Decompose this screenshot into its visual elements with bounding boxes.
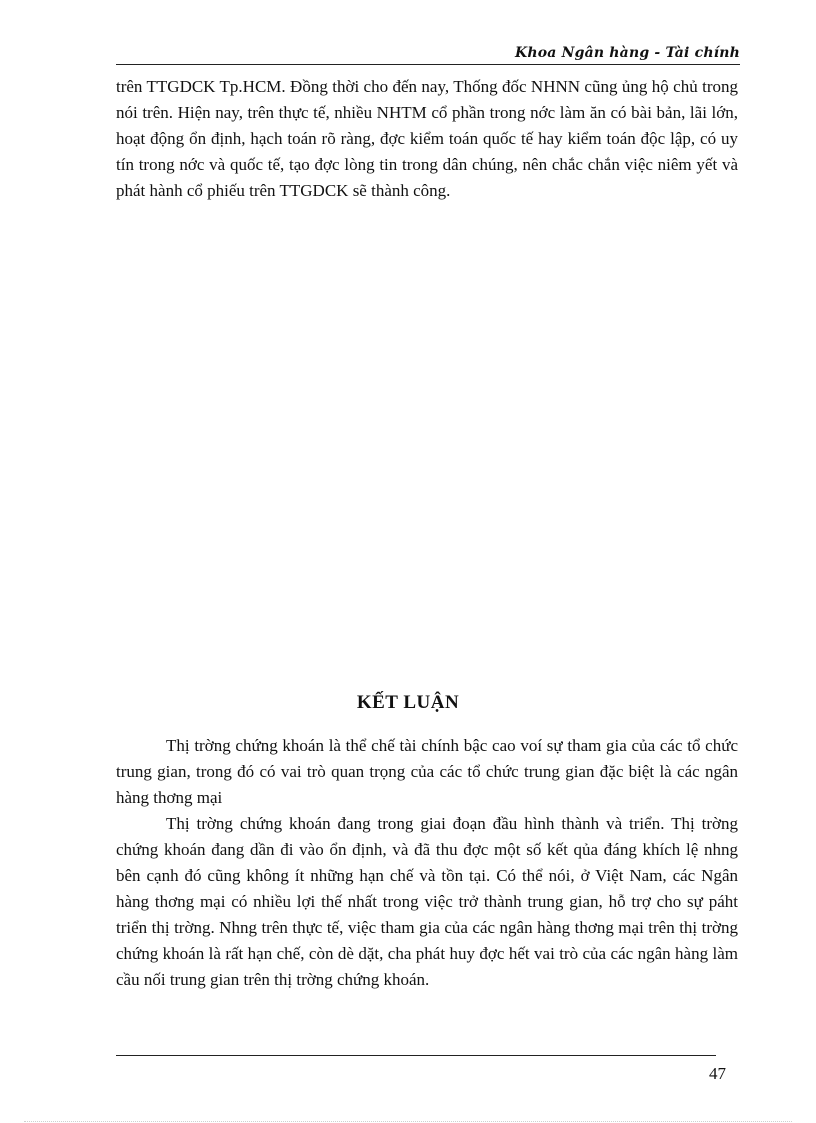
page-number: 47 <box>709 1064 726 1083</box>
footer-divider <box>116 1055 716 1056</box>
conclusion-paragraph: Thị trờng chứng khoán là thể chế tài chính bậc cao voí sự tham gia của các tổ chức trung gian, trong đó có vai trò quan trọng của các tổ chức trung gian đặc biệt là các ngân hàng thơng mại <box>116 736 738 807</box>
section-title: KẾT LUẬN <box>356 692 460 713</box>
conclusion-paragraph: Thị trờng chứng khoán đang trong giai đoạn đầu hình thành và triển. Thị trờng chứng khoán đang dần đi vào ổn định, và đã thu đợc một số kết qủa đáng khích lệ nhng bên cạnh đó cũng không ít những hạn chế và tồn tại. Có thể nói, ở Việt Nam, các Ngân hàng thơng mại có nhiều lợi thế nhất trong việc trở thành trung gian, hỗ trợ cho sự páht triển thị trờng. Nhng trên thực tế, việc tham gia của các ngân hàng thơng mại trên thị trờng chứng khoán là rất hạn chế, còn dè dặt, cha phát huy đợc hết vai trò của các ngân hàng làm cầu nối trung gian trên thị trờng chứng khoán. <box>116 814 738 989</box>
page-edge-divider <box>24 1121 792 1122</box>
header-divider <box>116 64 740 65</box>
intro-paragraph: trên TTGDCK Tp.HCM. Đồng thời cho đến nay, Thống đốc NHNN cũng ủng hộ chủ trong nói trên. Hiện nay, trên thực tế, nhiều NHTM cổ phần trong nớc làm ăn có bài bản, lãi lớn, hoạt động ổn định, hạch toán rõ ràng, đợc kiểm toán quốc tế hay kiểm toán độc lập, có uy tín trong nớc và quốc tế, tạo đợc lòng tin trong dân chúng, nên chắc chắn việc niêm yết và phát hành cổ phiếu trên TTGDCK sẽ thành công. <box>116 77 738 200</box>
running-header: Khoa Ngân hàng - Tài chính <box>514 45 740 61</box>
